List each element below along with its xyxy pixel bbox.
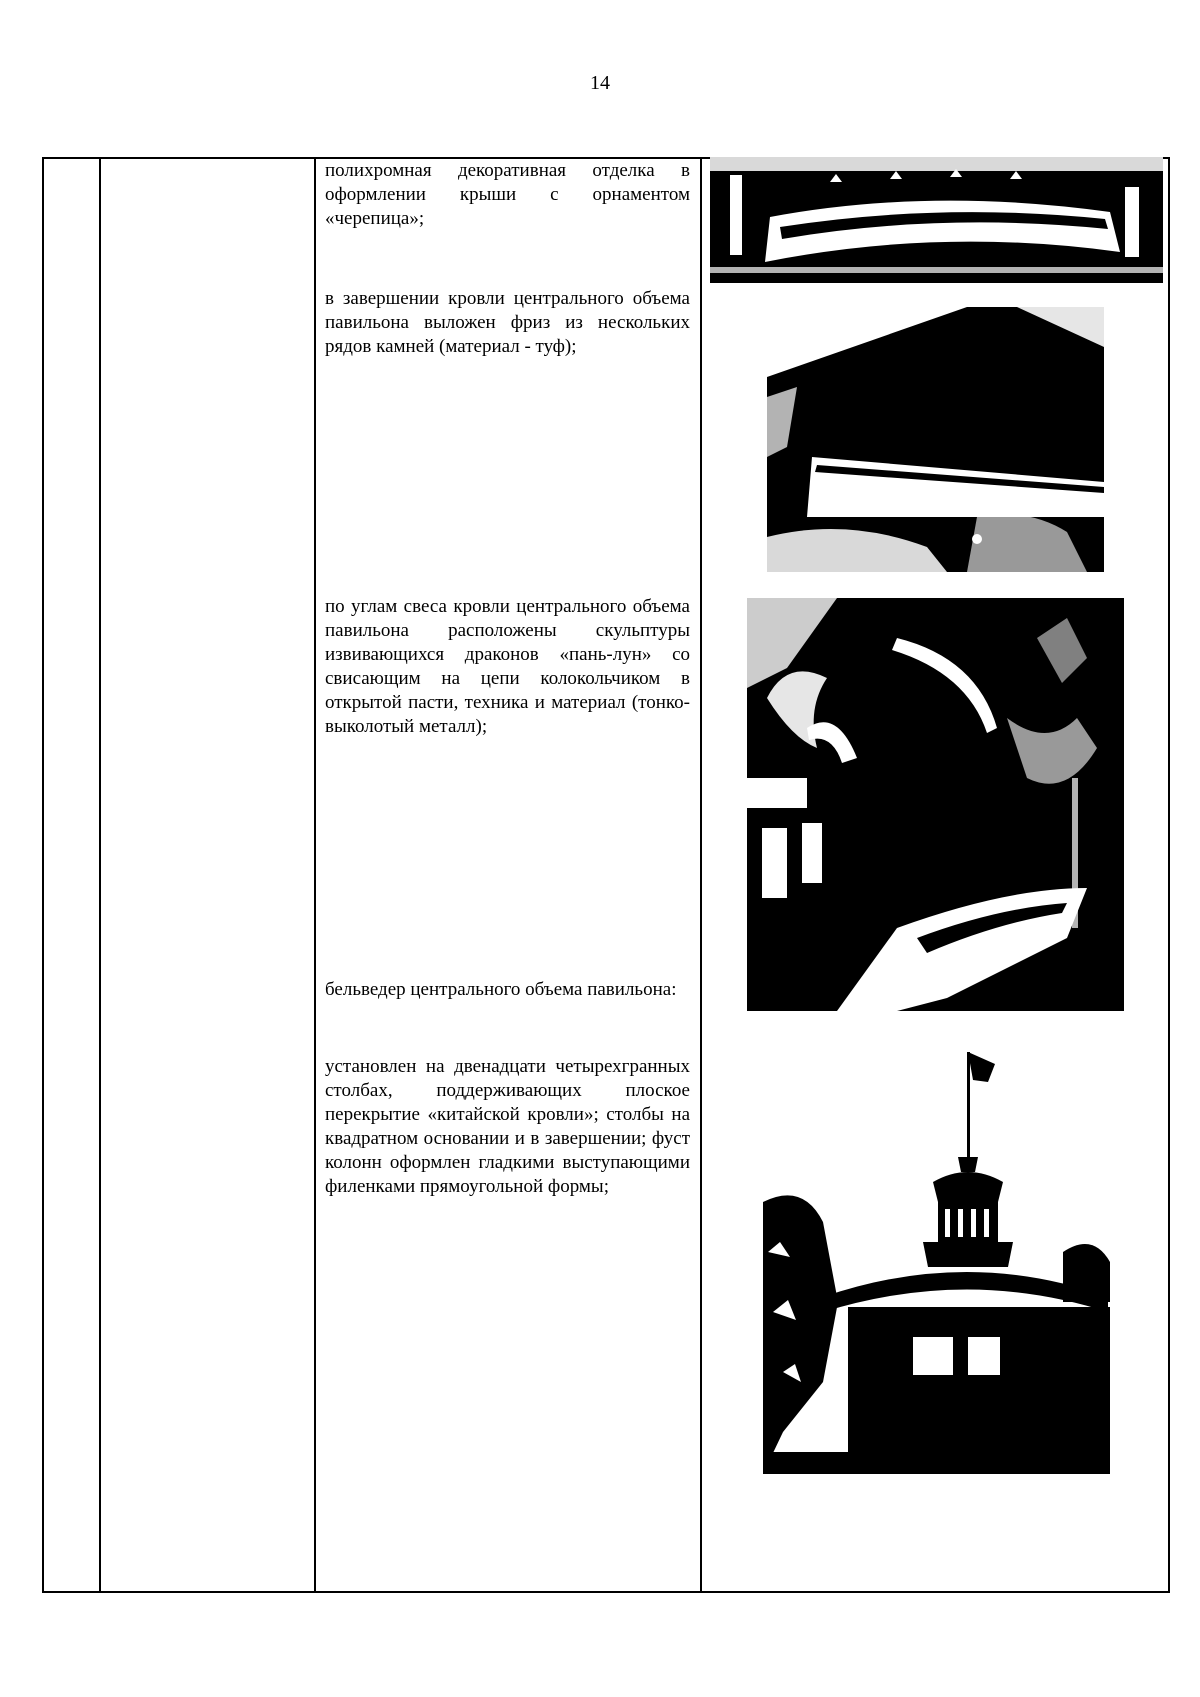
table-border-left (42, 157, 44, 1593)
column-divider-2 (314, 157, 316, 1593)
description-roof-frieze: в завершении кровли центрального объема павильона выложен фриз из нескольких рядов камней (материал - туф); (325, 288, 690, 357)
photo-roof-frieze (767, 307, 1104, 572)
photo-dragon-sculpture (747, 598, 1124, 1011)
photo-belvedere (763, 1052, 1110, 1474)
table-border-bottom (42, 1591, 1170, 1593)
description-roof-decoration: полихромная декоративная отделка в оформлении крыши с орнаментом «черепица»; (325, 160, 690, 229)
description-belvedere-heading: бельведер центрального объема павильона: (325, 979, 677, 1000)
description-belvedere-columns: установлен на двенадцати четырехгранных столбах, поддерживающих плоское перекрытие «китайской кровли»; столбы на квадратном основании и в завершении; фуст колонн оформлен гладкими выступающими филенками прямоугольной формы; (325, 1056, 690, 1197)
description-dragon-sculptures: по углам свеса кровли центрального объема павильона расположены скульптуры извивающихся драконов «пань-лун» со свисающим на цепи колокольчиком в открытой пасти, техника и материал (тонко-выколотый металл); (325, 596, 690, 737)
column-divider-1 (99, 157, 101, 1593)
photo-roof-ornament (710, 157, 1163, 283)
column-divider-3 (700, 157, 702, 1593)
table-border-right (1168, 157, 1170, 1593)
page-number: 14 (590, 72, 610, 94)
